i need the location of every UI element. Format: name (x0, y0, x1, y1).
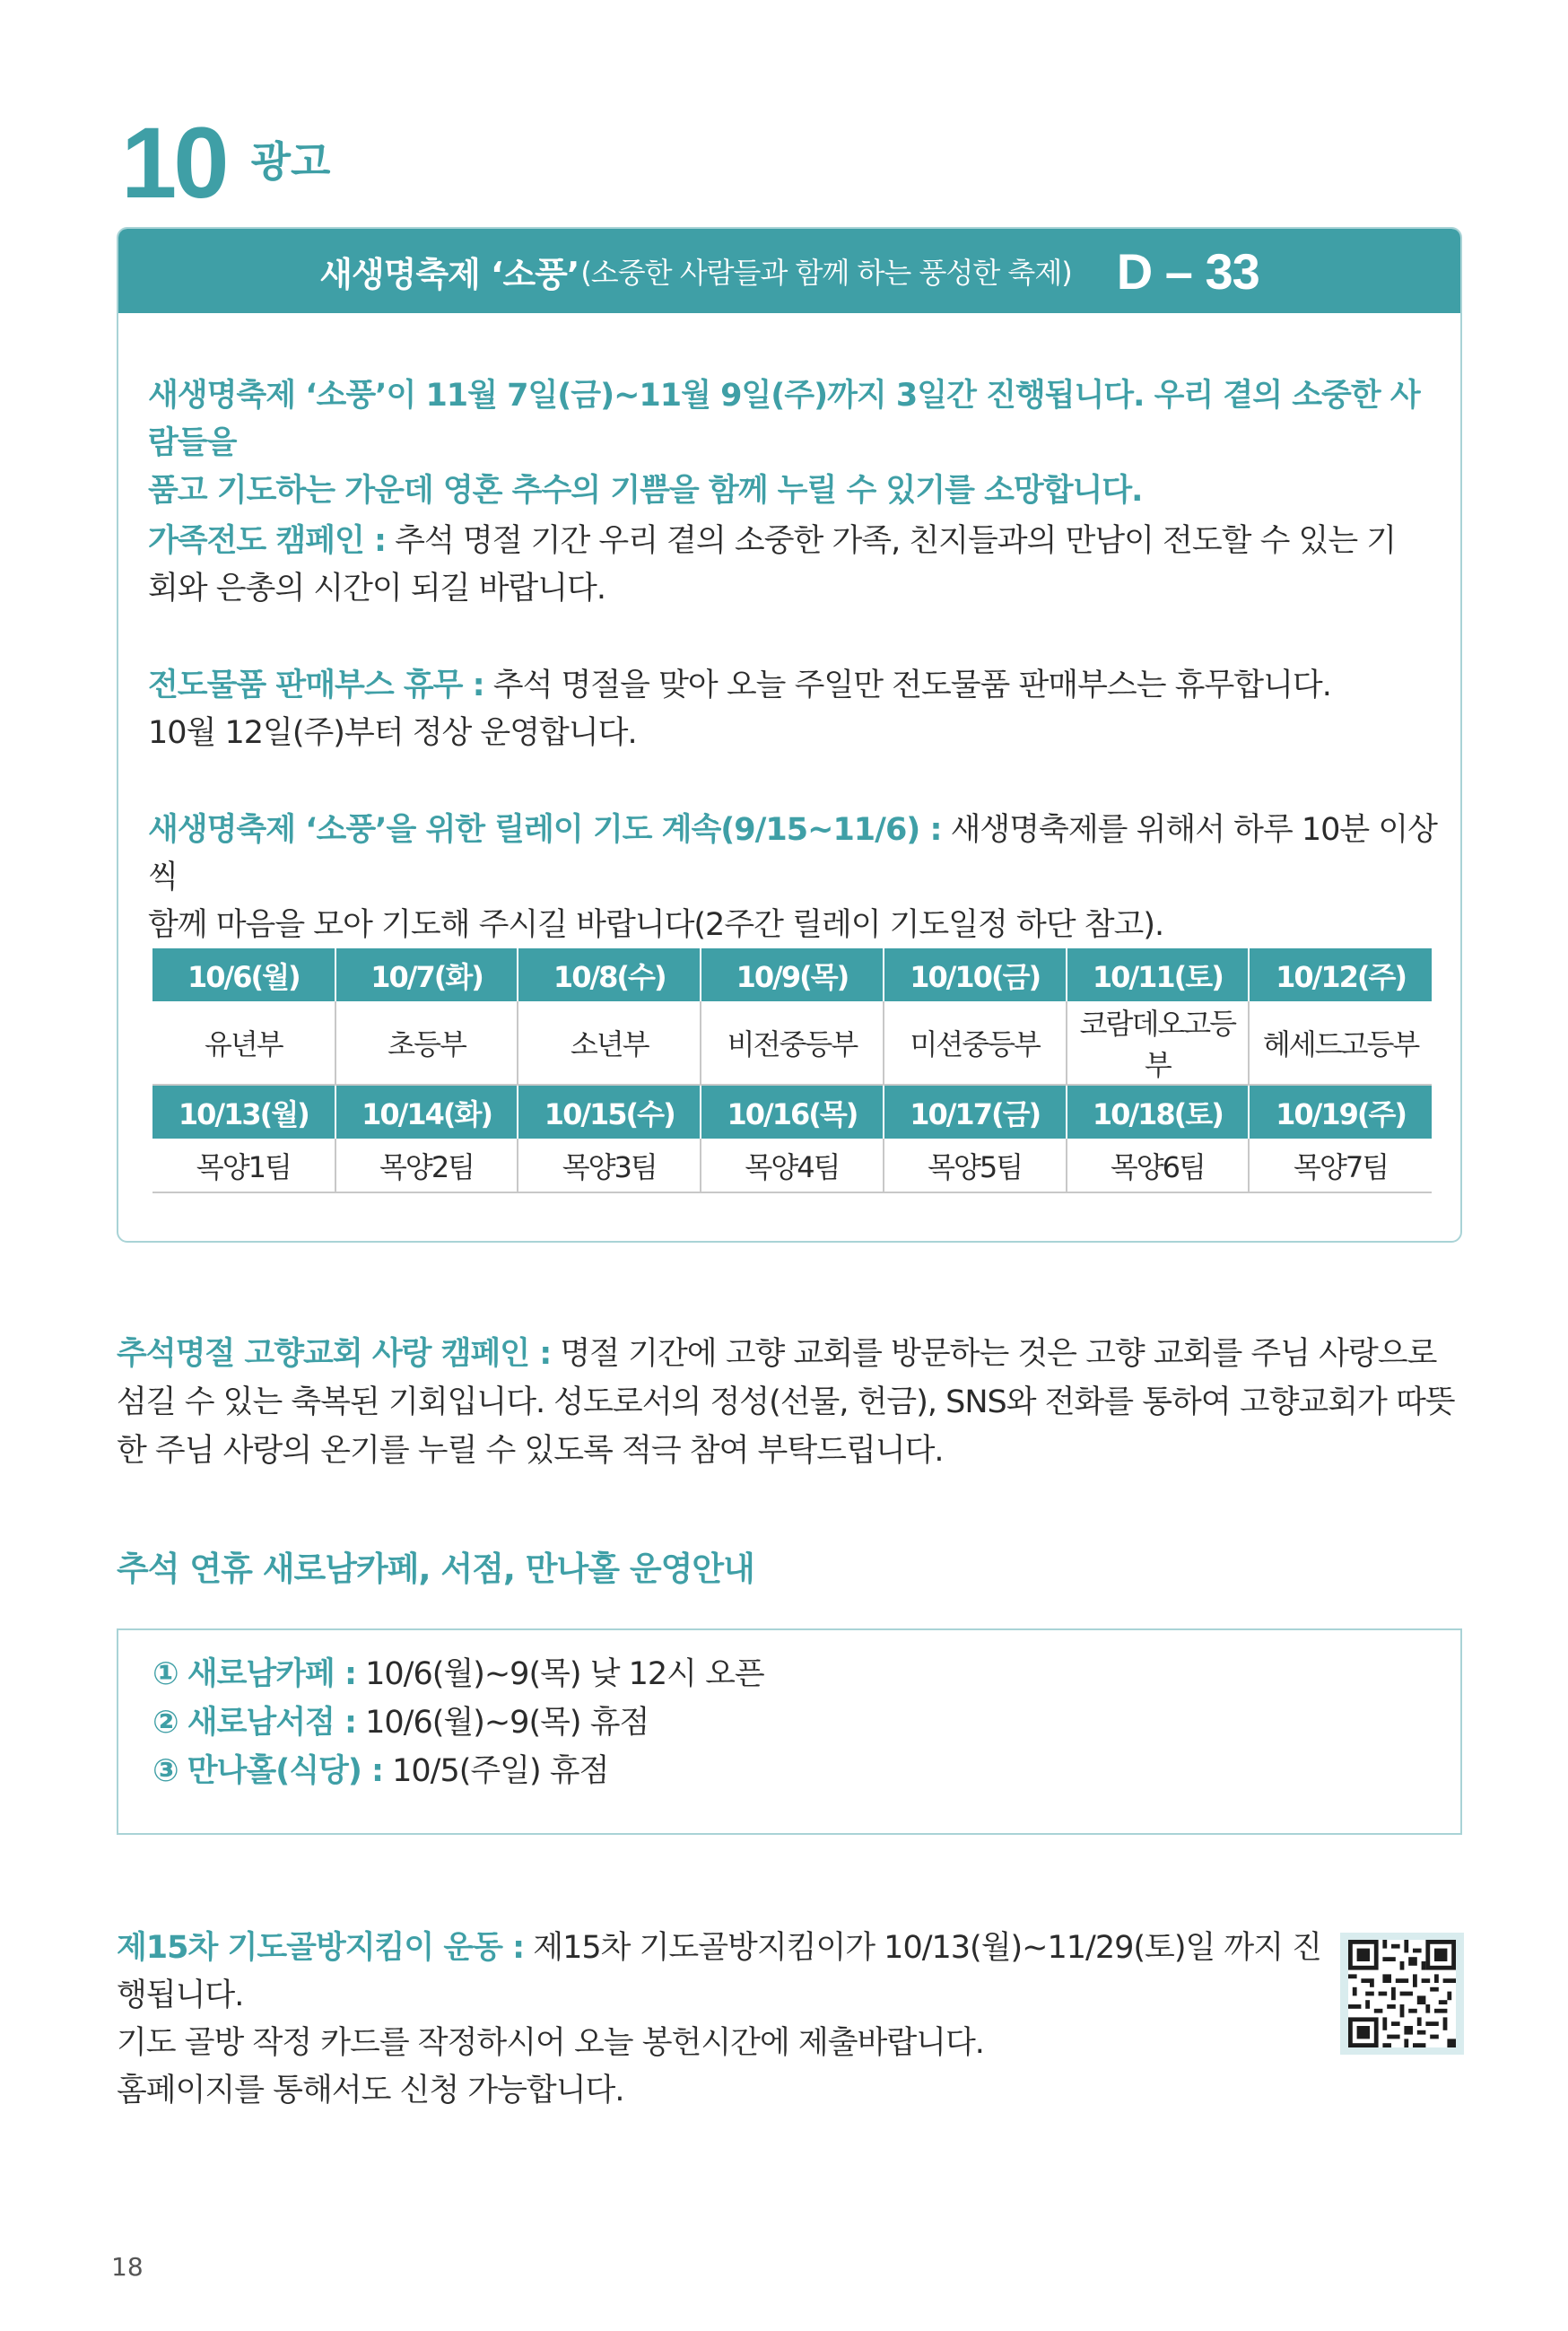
booth-closed-label: 전도물품 판매부스 휴무 : (148, 668, 484, 703)
schedule-date: 10/7(화) (335, 948, 518, 1001)
prayer-campaign-text: 기도 골방 작정 카드를 작정하시어 오늘 봉헌시간에 제출바랍니다. (117, 2025, 984, 2061)
schedule-date-row (152, 948, 1432, 1001)
festival-intro (148, 372, 1440, 515)
relay-prayer-label: 새생명축제 ‘소풍’을 위한 릴레이 기도 계속(9/15~11/6) : (148, 812, 942, 848)
list-item (152, 1650, 764, 1698)
prayer-campaign-label: 제15차 기도골방지킴이 운동 : (117, 1930, 525, 1966)
banner-title: 새생명축제 ‘소풍’ (319, 254, 579, 294)
intro-line: 품고 기도하는 가운데 영혼 추수의 기쁨을 함께 누릴 수 있기를 소망합니다. (148, 473, 1143, 509)
hometown-text: 명절 기간에 고향 교회를 방문하는 것은 고향 교회를 주님 사랑으로 (551, 1336, 1437, 1372)
prayer-campaign (117, 1925, 1337, 2115)
relay-prayer-notice (148, 807, 1440, 949)
page-number: 18 (111, 2252, 144, 2282)
prayer-campaign-text: 홈페이지를 통해서도 신청 가능합니다. (117, 2073, 624, 2108)
schedule-group: 초등부 (335, 1001, 518, 1085)
schedule-group: 미션중등부 (884, 1001, 1067, 1085)
schedule-group-row (152, 1139, 1432, 1192)
section-header (121, 106, 331, 219)
schedule-date: 10/18(토) (1067, 1085, 1250, 1139)
schedule-date: 10/17(금) (884, 1085, 1067, 1139)
prayer-campaign-text: 제15차 기도골방지킴이가 10/13(월)~11/29(토)일 까지 진행됩니다. (117, 1930, 1321, 2013)
hometown-campaign (117, 1330, 1471, 1475)
section-title: 광고 (250, 137, 331, 186)
schedule-date: 10/15(수) (518, 1085, 701, 1139)
family-campaign-label: 가족전도 캠페인 : (148, 523, 387, 559)
item-text: 10/6(월)~9(목) 휴점 (356, 1705, 649, 1741)
schedule-group: 목양7팀 (1249, 1139, 1432, 1192)
banner-subtitle: (소중한 사람들과 함께 하는 풍성한 축제) (580, 256, 1072, 290)
schedule-date: 10/12(주) (1249, 948, 1432, 1001)
family-campaign-text: 추석 명절 기간 우리 곁의 소중한 가족, 친지들과의 만남이 전도할 수 있는 기 (386, 523, 1397, 559)
qr-code-graphic (1348, 1940, 1456, 2047)
schedule-group: 유년부 (152, 1001, 335, 1085)
item-number: ③ (152, 1753, 179, 1789)
schedule-group: 목양5팀 (884, 1139, 1067, 1192)
section-number: 10 (121, 107, 226, 219)
festival-banner (118, 229, 1460, 313)
list-item (152, 1698, 764, 1747)
dday-counter: D – 33 (1116, 242, 1259, 300)
hometown-text: 섬길 수 있는 축복된 기회입니다. 성도로서의 정성(선물, 헌금), SNS와 전화를 통하여 고향교회가 따뜻 (117, 1384, 1455, 1420)
family-campaign (148, 518, 1440, 613)
intro-line: 새생명축제 ‘소풍’이 11월 7일(금)~11월 9일(주)까지 3일간 진행됩니다. 우리 곁의 소중한 사람들을 (148, 378, 1420, 461)
schedule-date: 10/14(화) (335, 1085, 518, 1139)
booth-closed-notice (148, 662, 1440, 757)
schedule-date: 10/6(월) (152, 948, 335, 1001)
schedule-date: 10/10(금) (884, 948, 1067, 1001)
schedule-group: 소년부 (518, 1001, 701, 1085)
item-number: ① (152, 1656, 179, 1692)
schedule-date-row (152, 1085, 1432, 1139)
schedule-group: 목양2팀 (335, 1139, 518, 1192)
family-campaign-text: 회와 은총의 시간이 되길 바랍니다. (148, 571, 605, 607)
booth-closed-text: 10월 12일(주)부터 정상 운영합니다. (148, 715, 637, 751)
list-item (152, 1747, 764, 1795)
operations-heading: 추석 연휴 새로남카페, 서점, 만나홀 운영안내 (117, 1550, 754, 1588)
schedule-date: 10/11(토) (1067, 948, 1250, 1001)
schedule-group-row (152, 1001, 1432, 1085)
relay-prayer-text: 새생명축제를 위해서 하루 10분 이상씩 (148, 812, 1437, 895)
item-label: 새로남카페 : (187, 1656, 357, 1692)
relay-prayer-schedule (152, 948, 1432, 1193)
schedule-group: 비전중등부 (701, 1001, 884, 1085)
item-number: ② (152, 1705, 179, 1741)
hometown-label: 추석명절 고향교회 사랑 캠페인 : (117, 1336, 552, 1372)
schedule-date: 10/13(월) (152, 1085, 335, 1139)
booth-closed-text: 추석 명절을 맞아 오늘 주일만 전도물품 판매부스는 휴무합니다. (483, 668, 1331, 703)
schedule-date: 10/9(목) (701, 948, 884, 1001)
item-text: 10/5(주일) 휴점 (383, 1753, 609, 1789)
item-text: 10/6(월)~9(목) 낮 12시 오픈 (356, 1656, 764, 1692)
item-label: 만나홀(식당) : (187, 1753, 384, 1789)
schedule-group: 목양3팀 (518, 1139, 701, 1192)
schedule-group: 코람데오고등부 (1067, 1001, 1250, 1085)
operations-list (152, 1650, 764, 1795)
schedule-group: 목양4팀 (701, 1139, 884, 1192)
schedule-date: 10/19(주) (1249, 1085, 1432, 1139)
schedule-date: 10/16(목) (701, 1085, 884, 1139)
schedule-date: 10/8(수) (518, 948, 701, 1001)
qr-code-icon[interactable] (1340, 1933, 1464, 2055)
item-label: 새로남서점 : (187, 1705, 357, 1741)
schedule-group: 헤세드고등부 (1249, 1001, 1432, 1085)
hometown-text: 한 주님 사랑의 온기를 누릴 수 있도록 적극 참여 부탁드립니다. (117, 1433, 944, 1469)
schedule-group: 목양6팀 (1067, 1139, 1250, 1192)
operations-box (117, 1628, 1462, 1835)
schedule-group: 목양1팀 (152, 1139, 335, 1192)
relay-prayer-text: 함께 마음을 모아 기도해 주시길 바랍니다(2주간 릴레이 기도일정 하단 참고). (148, 907, 1164, 943)
